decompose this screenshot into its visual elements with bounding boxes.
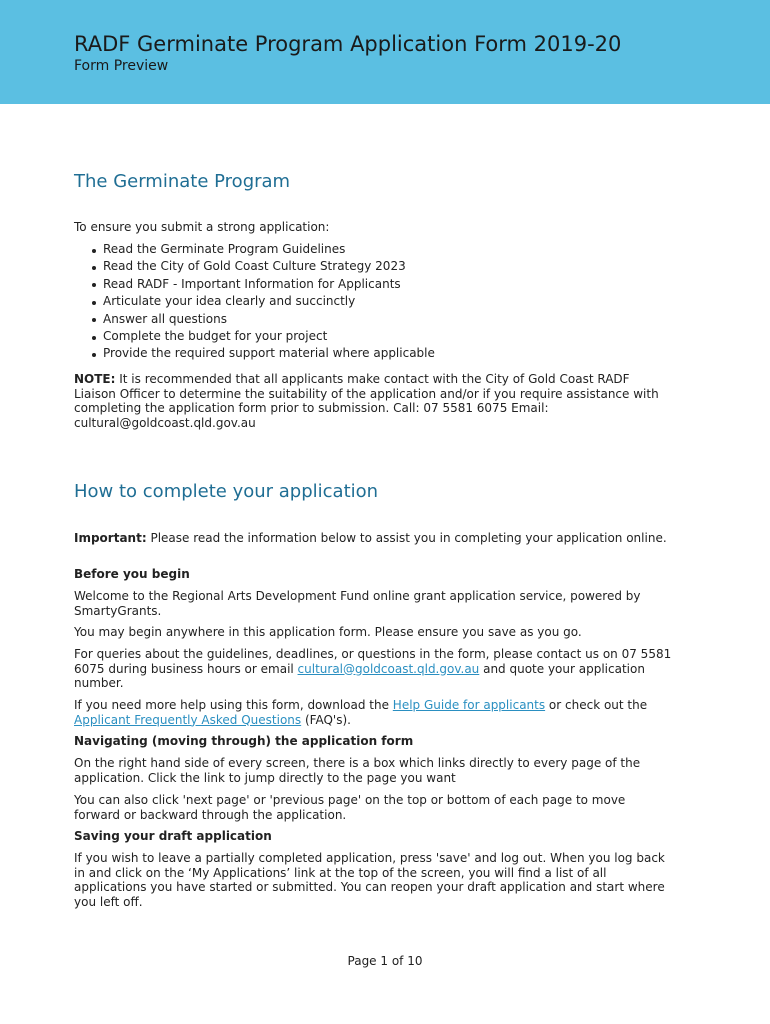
list-item: Read the City of Gold Coast Culture Strategy 2023 bbox=[74, 258, 435, 275]
queries-paragraph: For queries about the guidelines, deadlines, or questions in the form, please contact us on 07 5581 6075 during business hours or email cultural@goldcoast.qld.gov.au and quote your application number. bbox=[74, 647, 672, 690]
navigating-text-2: You can also click 'next page' or 'previous page' on the top or bottom of each page to move forward or backward through the application. bbox=[74, 793, 626, 822]
requirements-list bbox=[74, 241, 435, 363]
note-label: NOTE: bbox=[74, 372, 116, 386]
bullet-icon bbox=[92, 301, 96, 305]
list-item: Read RADF - Important Information for Applicants bbox=[74, 276, 435, 293]
list-item: Answer all questions bbox=[74, 311, 435, 328]
bullet-icon bbox=[92, 318, 96, 322]
intro-text: To ensure you submit a strong application: bbox=[74, 220, 330, 234]
list-item: Complete the budget for your project bbox=[74, 328, 435, 345]
note-text: It is recommended that all applicants make contact with the City of Gold Coast RADF Liaison Officer to determine the suitability of the application and/or if you require assistance with completing the application form prior to submission. Call: 07 5581 6075 Email: cultural@goldcoast.qld.gov.au bbox=[74, 372, 659, 430]
bullet-icon bbox=[92, 283, 96, 287]
faq-link[interactable]: Applicant Frequently Asked Questions bbox=[74, 712, 302, 727]
list-item: Articulate your idea clearly and succinctly bbox=[74, 293, 435, 310]
form-subtitle: Form Preview bbox=[74, 58, 169, 74]
bullet-icon bbox=[92, 353, 96, 357]
help-guide-link[interactable]: Help Guide for applicants bbox=[392, 698, 546, 712]
saving-text: If you wish to leave a partially completed application, press 'save' and log out. When you log back in and click on the ‘My Applications’ link at the top of the screen, you will find a list of all applications you have started or submitted. You can reopen your draft application and start where you left off. bbox=[74, 851, 665, 909]
help-paragraph: If you need more help using this form, download the Help Guide for applicants or check out the Applicant Frequently Asked Questions (FAQ's). bbox=[74, 698, 648, 727]
bullet-icon bbox=[92, 249, 96, 253]
page-number: Page 1 of 10 bbox=[347, 954, 423, 968]
section-heading-how-to: How to complete your application bbox=[74, 481, 379, 502]
bullet-icon bbox=[92, 336, 96, 340]
list-item: Read the Germinate Program Guidelines bbox=[74, 241, 435, 258]
navigating-heading: Navigating (moving through) the application form bbox=[74, 734, 414, 748]
note-paragraph bbox=[74, 372, 672, 430]
section-heading-germinate: The Germinate Program bbox=[74, 171, 291, 192]
saving-heading: Saving your draft application bbox=[74, 829, 272, 843]
important-text: Please read the information below to assist you in completing your application online. bbox=[146, 531, 667, 545]
page-header bbox=[0, 0, 770, 104]
email-link[interactable]: cultural@goldcoast.qld.gov.au bbox=[297, 661, 480, 676]
list-item: Provide the required support material where applicable bbox=[74, 345, 435, 362]
important-paragraph bbox=[74, 531, 672, 546]
navigating-text-1: On the right hand side of every screen, there is a box which links directly to every page of the application. Click the link to jump directly to the page you want bbox=[74, 756, 641, 785]
welcome-text: Welcome to the Regional Arts Development Fund online grant application service, powered by SmartyGrants. bbox=[74, 589, 641, 618]
important-label: Important: bbox=[74, 531, 147, 545]
form-title: RADF Germinate Program Application Form 2019-20 bbox=[74, 32, 622, 56]
begin-anywhere-text: You may begin anywhere in this application form. Please ensure you save as you go. bbox=[74, 625, 582, 639]
before-you-begin-heading: Before you begin bbox=[74, 567, 190, 581]
bullet-icon bbox=[92, 266, 96, 270]
